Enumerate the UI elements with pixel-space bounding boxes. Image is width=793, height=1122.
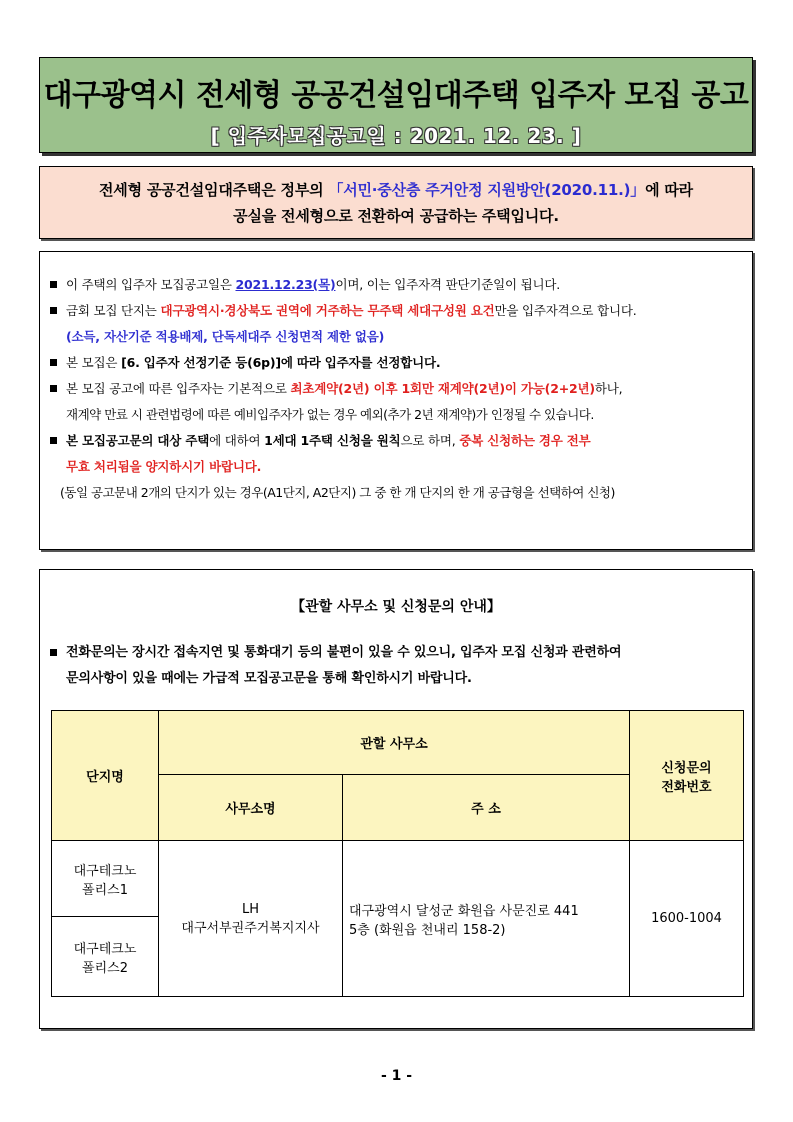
announcement-date-highlight: 2021.12.23(목) [235,277,336,292]
notice-item: 본 모집은 [6. 입주자 선정기준 등(6p)]에 따라 입주자를 선정합니다. [50,350,742,376]
intro-text: 에 따라 [645,181,693,199]
bullet-square-icon [50,437,57,444]
header-phone: 신청문의 전화번호 [630,711,744,841]
notice-item: 본 모집공고문의 대상 주택에 대하여 1세대 1주택 신청을 원칙으로 하며, 중복 신청하는 경우 전부 [50,428,742,454]
bullet-square-icon [50,385,57,392]
notice-item: 이 주택의 입주자 모집공고일은 2021.12.23(목)이며, 이는 입주자격 판단기준일이 됩니다. [50,272,742,298]
office-info-box [39,569,753,1029]
table-cell-address: 대구광역시 달성군 화원읍 사문진로 441 5층 (화원읍 천내리 158-2) [343,841,630,997]
notice-item: 본 모집 공고에 따른 입주자는 기본적으로 최초계약(2년) 이후 1회만 재계약(2년)이 가능(2+2년)하나, [50,376,742,402]
announcement-date: [ 입주자모집공고일 : 2021. 12. 23. ] [210,124,582,148]
intro-text: 전세형 공공건설임대주택은 정부의 [99,181,329,199]
intro-line-1 [40,177,752,203]
office-table [51,710,744,997]
table-cell-office: LH 대구서부권주거복지지사 [159,841,343,997]
eligibility-highlight: 대구광역시·경상북도 권역에 거주하는 무주택 세대구성원 요건 [160,303,495,318]
notice-box [39,251,753,550]
notice-item: 금회 모집 단지는 대구광역시·경상북도 권역에 거주하는 무주택 세대구성원 요건만을 입주자격으로 합니다. [50,298,742,324]
header-office-name: 사무소명 [159,775,343,841]
duplicate-warning: 무효 처리됨을 양지하시기 바랍니다. [66,459,262,474]
eligibility-note: (소득, 자산기준 적용배제, 단독세대주 신청면적 제한 없음) [66,329,385,344]
intro-box [39,166,753,239]
office-section-title: 【관할 사무소 및 신청문의 안내】 [291,599,501,615]
contract-term-highlight: 최초계약(2년) 이후 1회만 재계약(2년)이 가능(2+2년) [290,381,595,396]
page-title: 대구광역시 전세형 공공건설임대주택 입주자 모집 공고 [43,78,749,113]
phone-inquiry-notice: 전화문의는 장시간 접속지연 및 통화대기 등의 불편이 있을 수 있으니, 입주자 모집 신청과 관련하여 문의사항이 있을 때에는 가급적 모집공고문을 통해 확인하시기 바랍니다. [50,640,744,692]
header-address: 주 소 [343,775,630,841]
complex-selection-note: (동일 공고문내 2개의 단지가 있는 경우(A1단지, A2단지) 그 중 한 개 단지의 한 개 공급형을 선택하여 신청) [60,485,615,500]
bullet-square-icon [50,281,57,288]
header-office-group: 관할 사무소 [159,711,630,775]
table-cell-phone: 1600-1004 [630,841,744,997]
contract-note: 재계약 만료 시 관련법령에 따른 예비입주자가 없는 경우 예외(추가 2년 재계약)가 인정될 수 있습니다. [66,407,594,422]
page-number: - 1 - [380,1068,413,1084]
policy-name: 「서민·중산층 주거안정 지원방안(2020.11.)」 [328,181,646,199]
header-complex: 단지명 [52,711,159,841]
table-cell-complex: 대구테크노 폴리스2 [52,917,159,997]
table-cell-complex: 대구테크노 폴리스1 [52,841,159,917]
bullet-square-icon [50,307,57,314]
bullet-square-icon [50,649,57,656]
bullet-square-icon [50,359,57,366]
title-banner [39,57,753,153]
intro-line-2: 공실을 전세형으로 전환하여 공급하는 주택입니다. [233,207,559,225]
